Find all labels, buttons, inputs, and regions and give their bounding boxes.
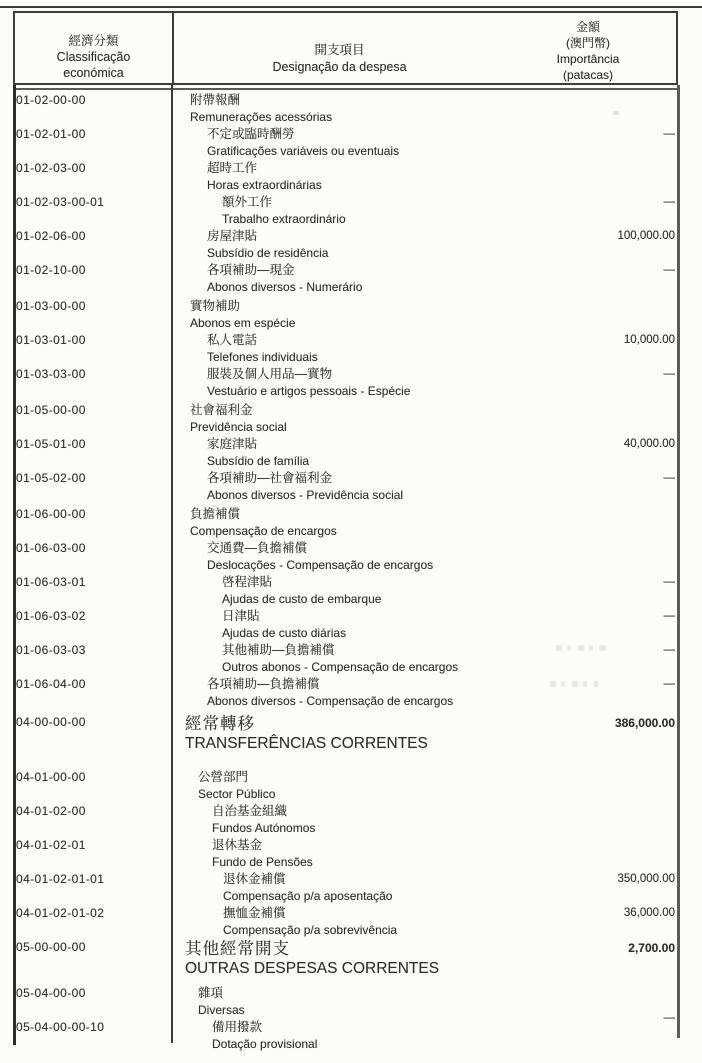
row-code: 01-03-03-00 — [16, 367, 86, 381]
row-description — [185, 714, 428, 754]
row-label-zh: 撫恤金補償 — [223, 906, 286, 920]
row-label-zh: 自治基金組織 — [212, 804, 288, 818]
header-economic-classification-pt1: Classificação — [56, 50, 131, 64]
row-code: 05-04-00-00-10 — [16, 1020, 105, 1034]
row-amount: 2,700.00 — [628, 941, 675, 955]
row-label-zh: 交通費—負擔補償 — [207, 541, 308, 555]
table-row — [0, 985, 702, 1019]
row-label-zh: 日津貼 — [222, 609, 260, 623]
row-description — [198, 985, 245, 1019]
row-label-pt: Compensação p/a sobrevivência — [223, 923, 398, 937]
row-label-pt: Horas extraordinárias — [207, 178, 322, 192]
row-label-zh: 房屋津貼 — [207, 229, 258, 243]
row-label-pt: Gratificações variáveis ou eventuais — [207, 144, 400, 158]
row-label-pt: OUTRAS DESPESAS CORRENTES — [185, 960, 440, 977]
table-row — [0, 160, 702, 194]
row-code: 01-02-00-00 — [16, 93, 86, 107]
row-description — [207, 262, 362, 296]
row-code: 01-05-01-00 — [16, 437, 86, 451]
row-amount: 40,000.00 — [623, 438, 675, 450]
row-label-pt: Previdência social — [190, 420, 287, 434]
row-label-pt: Compensação p/a aposentação — [223, 889, 393, 903]
row-label-zh: 啓程津貼 — [222, 575, 273, 589]
table-row — [0, 194, 702, 228]
header-economic-classification-zh: 經濟分類 — [68, 34, 119, 48]
row-label-pt: TRANSFERÊNCIAS CORRENTES — [185, 735, 428, 752]
row-label-zh: 備用撥款 — [212, 1020, 263, 1034]
row-code: 01-06-04-00 — [16, 677, 86, 691]
row-description — [207, 332, 318, 366]
row-label-pt: Abonos diversos - Numerário — [207, 280, 363, 294]
row-label-pt: Ajudas de custo diárias — [222, 626, 347, 640]
row-code: 01-06-03-01 — [16, 575, 86, 589]
header-amount — [502, 19, 674, 83]
row-label-pt: Ajudas de custo de embarque — [222, 592, 382, 606]
row-label-zh: 公營部門 — [198, 770, 249, 784]
row-amount: — — [663, 644, 675, 656]
table-row — [0, 470, 702, 504]
row-amount: — — [663, 264, 675, 276]
row-amount: 36,000.00 — [623, 907, 675, 919]
row-code: 01-02-03-00 — [16, 161, 86, 175]
table-row — [0, 540, 702, 574]
header-expense-designation-pt: Designação da despesa — [272, 59, 407, 74]
table-row — [0, 332, 702, 366]
table-row — [0, 837, 702, 871]
row-amount: — — [663, 472, 675, 484]
row-label-zh: 社會福利金 — [190, 403, 253, 417]
row-label-zh: 實物補助 — [190, 299, 241, 313]
table-row — [0, 436, 702, 470]
row-description — [207, 228, 328, 262]
table-row — [0, 803, 702, 837]
row-description — [222, 642, 458, 676]
row-code: 01-03-00-00 — [16, 299, 86, 313]
row-amount: 350,000.00 — [617, 873, 675, 885]
row-description — [207, 676, 453, 710]
header-amount-currency-zh: (澳門幣) — [566, 36, 610, 50]
row-code: 05-00-00-00 — [16, 940, 86, 954]
row-label-pt: Remunerações acessórias — [190, 110, 333, 124]
row-label-pt: Compensação de encargos — [190, 524, 337, 538]
row-label-pt: Diversas — [198, 1003, 245, 1017]
row-amount: 100,000.00 — [617, 230, 675, 242]
row-code: 04-00-00-00 — [16, 715, 86, 729]
row-amount: 10,000.00 — [623, 334, 675, 346]
row-description — [222, 574, 381, 608]
row-label-zh: 負擔補償 — [190, 507, 241, 521]
header-expense-designation-zh: 開支項目 — [314, 43, 365, 57]
header-amount-currency-pt: (patacas) — [562, 68, 614, 82]
table-row — [0, 92, 702, 126]
header-expense-designation — [172, 42, 507, 75]
row-code: 01-06-03-00 — [16, 541, 86, 555]
row-description — [223, 905, 397, 939]
row-label-zh: 其他補助—負擔補償 — [222, 643, 335, 657]
row-code: 01-05-00-00 — [16, 403, 86, 417]
row-description — [222, 608, 346, 642]
row-description — [190, 506, 337, 540]
row-code: 04-01-02-01-02 — [16, 906, 105, 920]
row-description — [207, 436, 309, 470]
row-label-zh: 退休基金 — [212, 838, 263, 852]
row-label-zh: 服裝及個人用品—實物 — [207, 367, 333, 381]
row-label-zh: 各項補助—現金 — [207, 263, 295, 277]
row-label-pt: Dotação provisional — [212, 1037, 318, 1051]
table-row — [0, 402, 702, 436]
row-label-pt: Abonos diversos - Compensação de encargos — [207, 694, 454, 708]
row-description — [190, 298, 295, 332]
row-code: 01-02-10-00 — [16, 263, 86, 277]
table-row — [0, 608, 702, 642]
row-description — [207, 126, 399, 160]
row-amount: — — [663, 576, 675, 588]
table-top-rule — [0, 6, 702, 8]
row-description — [190, 92, 332, 126]
row-amount: — — [663, 1012, 675, 1024]
header-economic-classification-pt2: económica — [63, 66, 124, 80]
row-label-zh: 不定或臨時酬勞 — [207, 127, 295, 141]
row-description — [212, 1019, 317, 1053]
row-description — [207, 366, 410, 400]
table-row — [0, 574, 702, 608]
table-row — [0, 506, 702, 540]
row-label-pt: Subsídio de família — [207, 454, 310, 468]
row-label-pt: Subsídio de residência — [207, 246, 329, 260]
row-label-zh: 超時工作 — [207, 161, 258, 175]
scan-bleed-artifact — [550, 681, 598, 687]
row-label-zh: 雜項 — [198, 986, 224, 1000]
header-amount-zh: 金額 — [575, 20, 600, 34]
row-label-zh: 各項補助—負擔補償 — [207, 677, 320, 691]
row-code: 01-06-03-02 — [16, 609, 86, 623]
row-description — [222, 194, 346, 228]
row-label-pt: Fundo de Pensões — [212, 855, 313, 869]
table-row — [0, 939, 702, 979]
table-header — [13, 11, 678, 85]
row-code: 01-02-01-00 — [16, 127, 86, 141]
table-row — [0, 769, 702, 803]
row-label-pt: Trabalho extraordinário — [222, 212, 346, 226]
row-amount: 386,000.00 — [614, 716, 675, 730]
table-row — [0, 905, 702, 939]
table-row — [0, 126, 702, 160]
table-row — [0, 262, 702, 296]
row-amount: — — [663, 128, 675, 140]
row-code: 05-04-00-00 — [16, 986, 86, 1000]
row-code: 01-06-00-00 — [16, 507, 86, 521]
table-row — [0, 871, 702, 905]
row-label-pt: Fundos Autónomos — [212, 821, 316, 835]
row-description — [190, 402, 287, 436]
row-code: 01-05-02-00 — [16, 471, 86, 485]
row-amount: — — [663, 196, 675, 208]
row-label-zh: 各項補助—社會福利金 — [207, 471, 333, 485]
row-description — [207, 540, 433, 574]
table-row — [0, 228, 702, 262]
row-label-zh: 退休金補償 — [223, 872, 286, 886]
row-description — [198, 769, 275, 803]
row-code: 01-06-03-03 — [16, 643, 86, 657]
row-amount: — — [663, 368, 675, 380]
row-label-pt: Outros abonos - Compensação de encargos — [222, 660, 459, 674]
header-amount-pt: Importância — [556, 52, 620, 66]
row-label-pt: Sector Público — [198, 787, 276, 801]
row-label-zh: 私人電話 — [207, 333, 258, 347]
scan-bleed-artifact — [556, 645, 608, 651]
row-code: 01-02-03-00-01 — [16, 195, 105, 209]
scan-speck-artifact — [613, 111, 623, 115]
header-economic-classification — [15, 33, 172, 81]
row-code: 04-01-02-01-01 — [16, 872, 105, 886]
table-rows — [0, 88, 702, 1053]
row-label-zh: 其他經常開支 — [185, 940, 290, 958]
row-amount: — — [663, 678, 675, 690]
row-code: 01-03-01-00 — [16, 333, 86, 347]
row-description — [207, 160, 322, 194]
row-label-pt: Deslocações - Compensação de encargos — [207, 558, 434, 572]
row-label-zh: 附帶報酬 — [190, 93, 241, 107]
row-label-pt: Vestuário e artigos pessoais - Espécie — [207, 384, 411, 398]
row-label-pt: Abonos diversos - Previdência social — [207, 488, 404, 502]
row-description — [212, 837, 313, 871]
row-description — [207, 470, 403, 504]
table-row — [0, 366, 702, 400]
row-label-zh: 家庭津貼 — [207, 437, 258, 451]
row-amount: — — [663, 610, 675, 622]
row-code: 01-02-06-00 — [16, 229, 86, 243]
table-row — [0, 1012, 702, 1053]
table-row — [0, 298, 702, 332]
row-code: 04-01-02-00 — [16, 804, 86, 818]
row-description — [223, 871, 392, 905]
row-description — [212, 803, 315, 837]
row-code: 04-01-02-01 — [16, 838, 86, 852]
row-label-zh: 經常轉移 — [185, 715, 255, 733]
table-row — [0, 714, 702, 754]
row-code: 04-01-00-00 — [16, 770, 86, 784]
row-label-pt: Telefones individuais — [207, 350, 318, 364]
row-description — [185, 939, 439, 979]
row-label-pt: Abonos em espécie — [190, 316, 296, 330]
row-label-zh: 額外工作 — [222, 195, 273, 209]
